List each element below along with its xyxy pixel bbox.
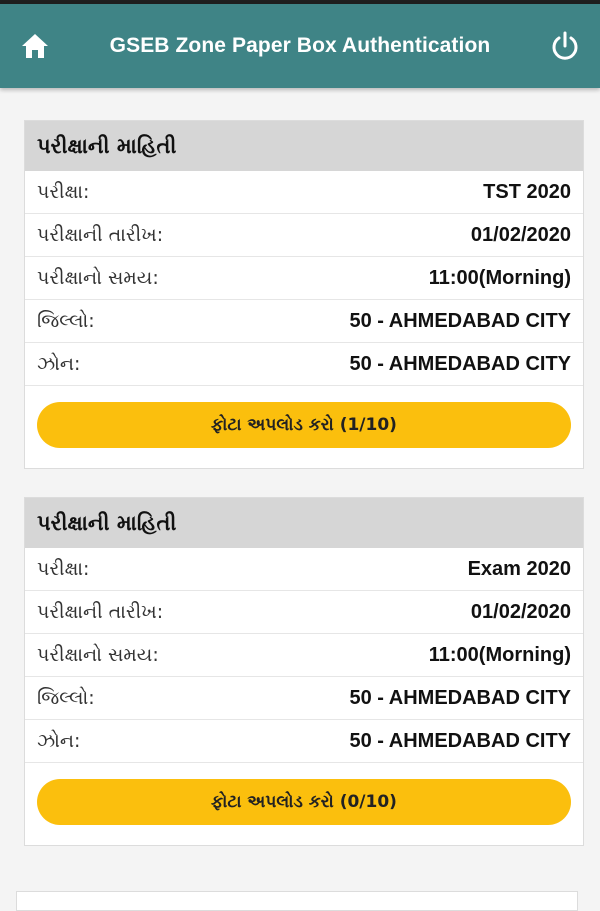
exam-time-row — [25, 634, 583, 677]
exam-time-row — [25, 257, 583, 300]
row-label: પરીક્ષા: — [37, 558, 90, 580]
upload-wrap — [25, 763, 583, 845]
zone-row — [25, 720, 583, 763]
row-value: Exam 2020 — [467, 557, 571, 580]
upload-photos-button[interactable]: ફોટા અપલોડ કરો (0/10) — [37, 779, 571, 825]
upload-wrap — [25, 386, 583, 468]
row-label: પરીક્ષાનો સમય: — [37, 267, 159, 289]
row-label: પરીક્ષાની તારીખ: — [37, 601, 164, 623]
row-value: 50 - AHMEDABAD CITY — [349, 352, 571, 375]
app-bar — [0, 4, 600, 88]
exam-row — [25, 171, 583, 214]
home-icon — [20, 32, 50, 60]
row-label: ઝોન: — [37, 353, 81, 375]
row-label: જિલ્લો: — [37, 687, 95, 709]
card-header: પરીક્ષાની માહિતી — [25, 121, 583, 171]
row-label: ઝોન: — [37, 730, 81, 752]
row-label: પરીક્ષાની તારીખ: — [37, 224, 164, 246]
logout-button[interactable] — [548, 29, 582, 63]
row-value: TST 2020 — [483, 180, 571, 203]
exam-date-row — [25, 214, 583, 257]
power-icon — [549, 30, 581, 62]
row-value: 50 - AHMEDABAD CITY — [349, 686, 571, 709]
next-card-edge — [16, 891, 578, 911]
exam-date-row — [25, 591, 583, 634]
row-value: 11:00(Morning) — [428, 266, 571, 289]
home-button[interactable] — [18, 29, 52, 63]
app-title: GSEB Zone Paper Box Authentication — [109, 34, 491, 57]
row-value: 01/02/2020 — [470, 223, 571, 246]
row-value: 01/02/2020 — [470, 600, 571, 623]
card-list — [0, 88, 600, 846]
card-header: પરીક્ષાની માહિતી — [25, 498, 583, 548]
row-label: પરીક્ષા: — [37, 181, 90, 203]
exam-info-card — [24, 120, 584, 469]
exam-row — [25, 548, 583, 591]
row-value: 11:00(Morning) — [428, 643, 571, 666]
row-value: 50 - AHMEDABAD CITY — [349, 729, 571, 752]
district-row — [25, 300, 583, 343]
upload-photos-button[interactable]: ફોટા અપલોડ કરો (1/10) — [37, 402, 571, 448]
row-label: પરીક્ષાનો સમય: — [37, 644, 159, 666]
zone-row — [25, 343, 583, 386]
district-row — [25, 677, 583, 720]
exam-info-card — [24, 497, 584, 846]
row-label: જિલ્લો: — [37, 310, 95, 332]
row-value: 50 - AHMEDABAD CITY — [349, 309, 571, 332]
